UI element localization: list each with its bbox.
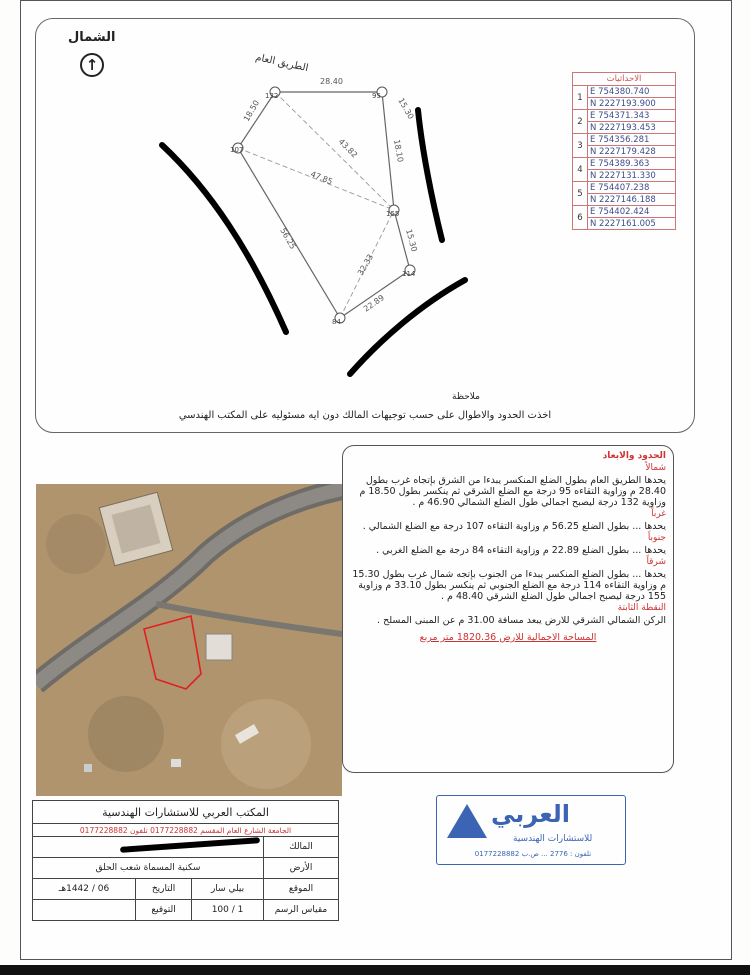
office-contact: الجامعة الشارع العام المقسم 0177228882 تلفون 0177228882 [33, 824, 339, 837]
northing: N 2227146.188 [588, 194, 676, 206]
easting: E 754402.424 [588, 206, 676, 218]
location-value: بيلي سار [192, 879, 264, 900]
point-number: 5 [573, 182, 588, 206]
coordinates-header: الاحداثيات [573, 73, 676, 86]
note-title: ملاحظة [452, 392, 480, 402]
scale-value: 1 / 100 [192, 900, 264, 921]
northing: N 2227193.453 [588, 122, 676, 134]
easting: E 754389.363 [588, 158, 676, 170]
scan-edge [0, 965, 750, 975]
point-number: 2 [573, 110, 588, 134]
easting: E 754356.281 [588, 134, 676, 146]
north-text: يحدها الطريق العام بطول الضلع المنكسر يبدءا من الشرق بإتجاه غرب بطول 28.40 م وزاوية التقاءه 95 درجة مع الضلع الشرقي ثم ينكسر بطول 18.50 م وزاوية 132 درجة ليصبح اجمالي طول الضلع الشمالي 46.90 م . [359, 475, 666, 508]
west-text: يحدها ... بطول الضلع 56.25 م وزاوية التقاءه 107 درجة مع الضلع الشمالي . [362, 521, 666, 532]
side-east-mid-label: 18.10 [392, 138, 405, 163]
northing: N 2227193.900 [588, 98, 676, 110]
diagonal-1-label: 43.82 [336, 137, 360, 160]
north-label: الشمال [68, 30, 116, 45]
northing: N 2227131.330 [588, 170, 676, 182]
date-label: التاريخ [135, 879, 191, 900]
redaction-line-east [418, 110, 442, 240]
north-arrow-icon: ↑ [80, 53, 104, 77]
angle-label: 155 [386, 210, 400, 218]
title-block [32, 800, 339, 921]
location-label: الموقع [264, 879, 339, 900]
coordinates-table [572, 72, 676, 230]
boundaries-description [342, 445, 674, 773]
land-label: الأرض [264, 858, 339, 879]
side-west-small-label: 18.50 [241, 98, 262, 123]
easting: E 754407.238 [588, 182, 676, 194]
side-north-label: 28.40 [320, 77, 343, 86]
diagonal-2-label: 47.85 [309, 169, 334, 187]
west-heading: غرباً [651, 509, 666, 519]
diagonal-1 [275, 92, 394, 210]
stamp-contact: تلفون : 2776 ... ص.ب 0177228882 [474, 850, 592, 858]
signature-label: التوقيع [135, 900, 191, 921]
fixed-point-heading: النقطة الثابتة [617, 603, 666, 613]
point-number: 4 [573, 158, 588, 182]
redaction-line-west [162, 145, 286, 332]
north-heading: شمالاً [645, 463, 666, 473]
easting: E 754380.740 [588, 86, 676, 98]
side-south-label: 22.89 [361, 293, 386, 314]
stamp-brand: العربي [491, 800, 571, 828]
northing: N 2227161.005 [588, 218, 676, 230]
diagonal-3-label: 32.33 [355, 252, 376, 277]
side-east-lower-label: 15.30 [404, 228, 419, 253]
south-heading: جنوباً [647, 533, 666, 543]
redaction-line-south [350, 280, 465, 374]
side-east-upper-label: 15.30 [396, 96, 416, 121]
date-value: 06 / 1442هـ [33, 879, 136, 900]
angle-label: 84 [332, 318, 341, 326]
angle-label: 132 [265, 92, 279, 100]
scale-label: مقياس الرسم [264, 900, 339, 921]
northing: N 2227179.428 [588, 146, 676, 158]
point-number: 3 [573, 134, 588, 158]
easting: E 754371.343 [588, 110, 676, 122]
stamp-logo-icon [447, 804, 487, 838]
boundaries-title: الحدود والابعاد [602, 451, 666, 461]
point-number: 1 [573, 86, 588, 110]
stamp-subtitle: للاستشارات الهندسية [513, 834, 593, 844]
signature-value [33, 900, 136, 921]
note-text: اخذت الحدود والاطوال على حسب توجيهات المالك دون ايه مسئوليه على المكتب الهندسي [178, 410, 552, 421]
office-name: المكتب العربي للاستشارات الهندسية [33, 801, 339, 824]
south-text: يحدها ... بطول الضلع 22.89 م وزاوية التقاءه 84 درجة مع الضلع الغربي . [376, 545, 666, 556]
road-label: الطريق العام [254, 52, 310, 75]
land-value: سكنية المسماة شعب الحلق [33, 858, 264, 879]
angle-label: 107 [230, 146, 244, 154]
point-number: 6 [573, 206, 588, 230]
fixed-point-text: الركن الشمالي الشرقي للارض يبعد مسافة 31.00 م عن المبنى المسلح . [377, 615, 666, 626]
angle-label: 114 [402, 270, 416, 278]
east-text: يحدها ... بطول الضلع المنكسر يبدءا من الجنوب بإتجه شمال غرب بطول 15.30 م وزاوية التقاءه 114 درجة مع الضلع الجنوبي ثم ينكسر بطول 33.10 م وزاوية 155 درجة ليصبح اجمالي طول الضلع الشرقي 48.40 م . [352, 569, 666, 602]
owner-label: المالك [264, 837, 339, 858]
east-heading: شرقاً [646, 557, 666, 567]
angle-label: 95 [372, 92, 381, 100]
office-stamp [436, 795, 626, 865]
total-area: المساحة الاجمالية للارض 1820.36 متر مربع [419, 632, 597, 643]
plot-diagram [150, 40, 480, 380]
side-west-label: 56.25 [278, 226, 298, 251]
satellite-image [36, 484, 342, 796]
